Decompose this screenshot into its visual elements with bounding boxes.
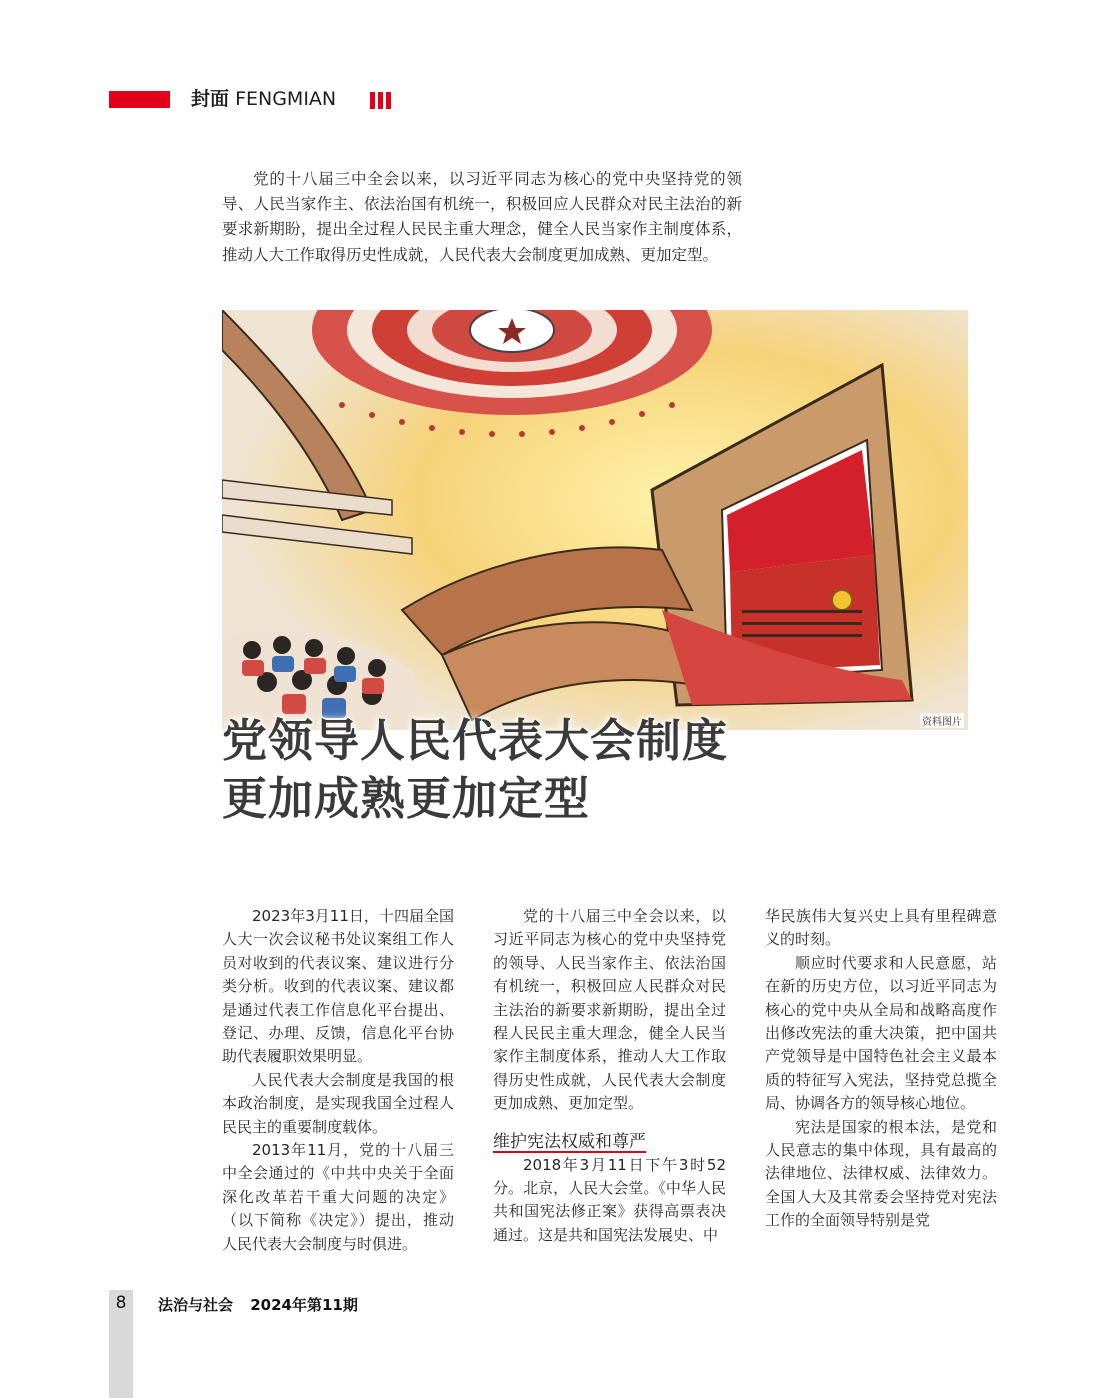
header-stripes bbox=[370, 92, 391, 109]
image-credit: 资料图片 bbox=[920, 713, 964, 728]
article-column-1 bbox=[222, 905, 454, 1256]
article-column-2 bbox=[493, 905, 726, 1247]
body-paragraph: 2023年3月11日，十四届全国人大一次会议秘书处议案组工作人员对收到的代表议案、建议进行分类分析。收到的代表议案、建议都是通过代表工作信息化平台提出、登记、办理、反馈，信息化平台协助代表履职效果明显。 bbox=[222, 907, 454, 1066]
body-paragraph: 顺应时代要求和人民意愿，站在新的历史方位，以习近平同志为核心的党中央从全局和战略高度作出修改宪法的重大决策，把中国共产党领导是中国特色社会主义最本质的特征写入宪法，坚持党总揽全局、协调各方的领导核心地位。 bbox=[765, 953, 997, 1113]
journal-issue: 2024年第11期 bbox=[250, 1296, 358, 1314]
section-header bbox=[191, 86, 336, 112]
body-paragraph: 宪法是国家的根本法，是党和人民意志的集中体现，具有最高的法律地位、法律权威、法律效力。全国人大及其常委会坚持党对宪法工作的全面领导特别是党 bbox=[765, 1117, 997, 1230]
headline-line-1: 党领导人民代表大会制度 bbox=[222, 714, 729, 767]
body-paragraph: 人民代表大会制度是我国的根本政治制度，是实现我国全过程人民民主的重要制度载体。 bbox=[222, 1070, 454, 1136]
journal-name: 法治与社会 bbox=[158, 1296, 234, 1314]
article-headline bbox=[222, 712, 728, 828]
section-name-en: FENGMIAN bbox=[235, 88, 337, 110]
body-paragraph: 2013年11月，党的十八届三中全会通过的《中共中央关于全面深化改革若干重大问题的决定》（以下简称《决定》）提出，推动人民代表大会制度与时俱进。 bbox=[222, 1141, 454, 1253]
journal-footer bbox=[158, 1294, 358, 1315]
great-hall-drawing bbox=[222, 310, 968, 730]
article-column-3 bbox=[765, 905, 997, 1233]
section-name-cn: 封面 bbox=[191, 88, 230, 110]
cover-illustration bbox=[222, 310, 968, 730]
section-subheading: 维护宪法权威和尊严 bbox=[493, 1131, 646, 1152]
header-accent-bar bbox=[109, 91, 170, 108]
intro-paragraph: 党的十八届三中全会以来，以习近平同志为核心的党中央坚持党的领导、人民当家作主、依法治国有机统一，积极回应人民群众对民主法治的新要求新期盼，提出全过程人民民主重大理念，健全人民当家作主制度体系，推动人大工作取得历史性成就，人民代表大会制度更加成熟、更加定型。 bbox=[222, 170, 742, 264]
body-paragraph: 党的十八届三中全会以来，以习近平同志为核心的党中央坚持党的领导、人民当家作主、依法治国有机统一，积极回应人民群众对民主法治的新要求新期盼，提出全过程人民民主重大理念，健全人民当家作主制度体系，推动人大工作取得历史性成就，人民代表大会制度更加成熟、更加定型。 bbox=[493, 907, 726, 1113]
headline-line-2: 更加成熟更加定型 bbox=[222, 772, 591, 825]
body-paragraph-continued: 华民族伟大复兴史上具有里程碑意义的时刻。 bbox=[765, 907, 997, 949]
body-paragraph: 2018年3月11日下午3时52分。北京，人民大会堂。《中华人民共和国宪法修正案》获得高票表决通过。这是共和国宪法发展史、中 bbox=[493, 1155, 726, 1244]
page-number: 8 bbox=[115, 1293, 127, 1313]
